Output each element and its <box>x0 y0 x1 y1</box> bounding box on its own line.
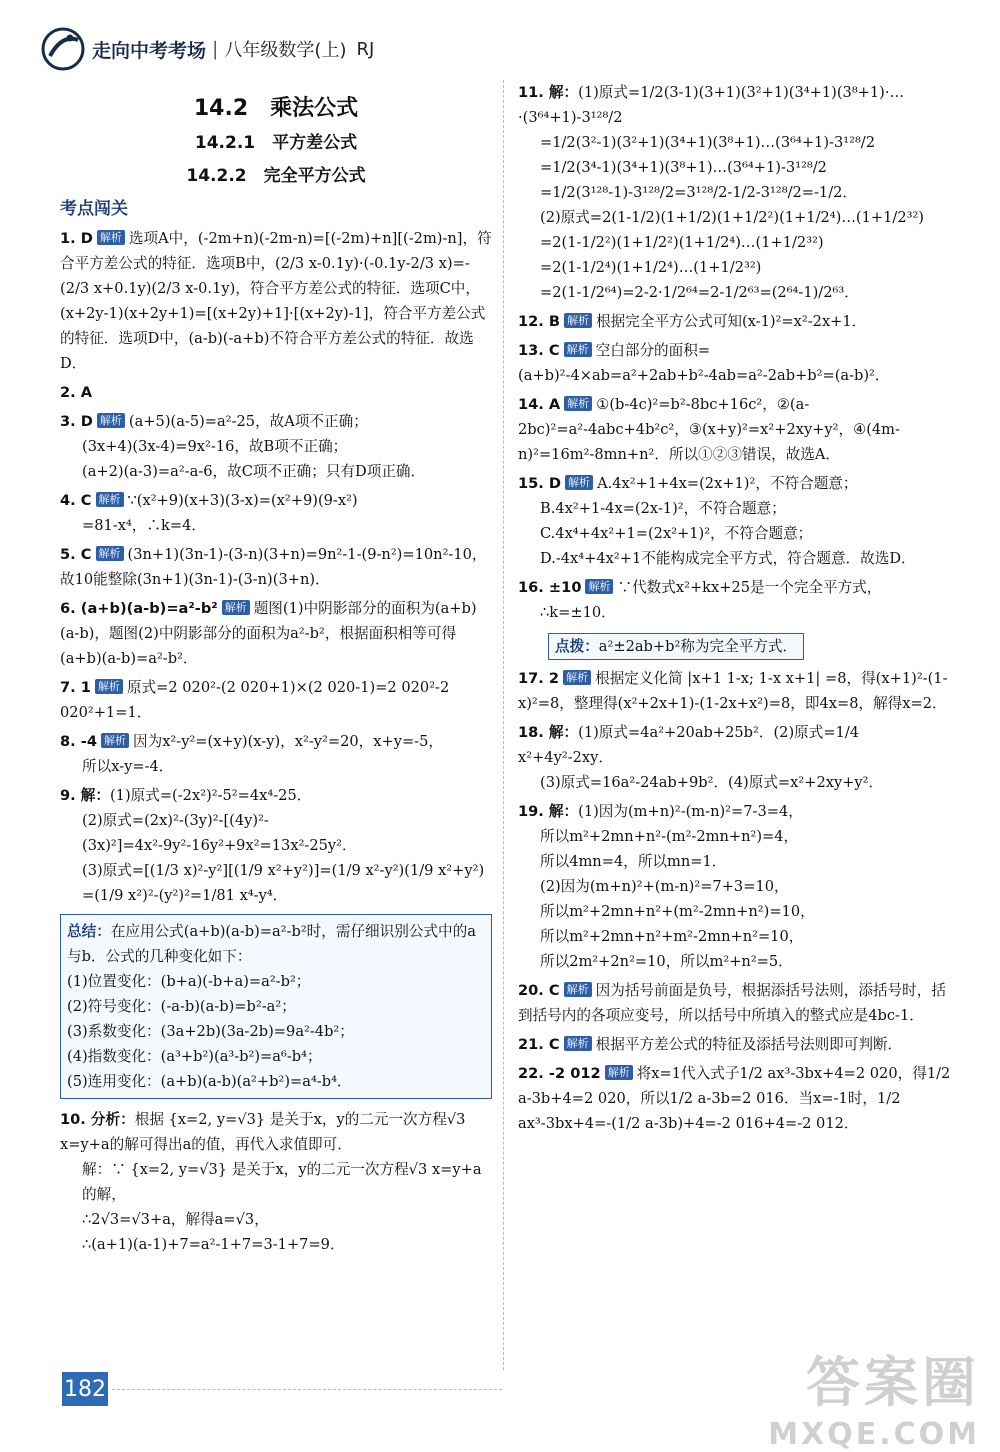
analysis-badge: 解析 <box>564 982 592 997</box>
analysis-badge: 解析 <box>564 342 592 357</box>
answer-text-line: (3x+4)(3x-4)=9x²-16，故B项不正确； <box>82 438 348 455</box>
answer-item <box>60 488 492 538</box>
answer-number: 5. C <box>60 546 92 563</box>
answer-text-line: 所以m²+2mn+n²+m²-2mn+n²=10， <box>540 928 804 945</box>
answer-item <box>518 392 958 467</box>
answer-text: (a+5)(a-5)=a²-25，故A项不正确； <box>128 413 368 430</box>
answer-text: 题图(1)中阴影部分的面积为(a+b)(a-b)，题图(2)中阴影部分的面积为a²-b²，根据面积相等可得(a+b)(a-b)=a²-b²． <box>60 600 477 667</box>
answer-text-line: =2(1-1/2⁶⁴)=2-2·1/2⁶⁴=2-1/2⁶³=(2⁶⁴-1)/2⁶³． <box>540 284 859 301</box>
answer-text-line: (2)因为(m+n)²+(m-n)²=7+3=10， <box>540 878 789 895</box>
answer-number: 20. C <box>518 982 560 999</box>
answer-item <box>60 542 492 592</box>
summary-item: (1)位置变化：(b+a)(-b+a)=a²-b²； <box>67 973 311 990</box>
answer-item <box>60 380 492 405</box>
answer-number: 22. -2 012 <box>518 1065 601 1082</box>
answer-item <box>518 1032 958 1057</box>
answer-item <box>518 471 958 571</box>
section-heading: 考点闯关 <box>60 199 128 219</box>
answer-text: 将x=1代入式子1/2 ax³-3bx+4=2 020，得1/2 a-3b+4=2 020，所以1/2 a-3b=2 016．当x=-1时，1/2 ax³-3bx+4=-(1/2 a-3b)+4=-2 016+4=-2 012． <box>518 1065 951 1132</box>
left-answer-list <box>60 226 492 908</box>
tip-text: a²±2ab+b²称为完全平方式． <box>598 638 798 655</box>
tip-box <box>548 633 804 660</box>
answer-number: 15. D <box>518 475 562 492</box>
answer-text: ∵(x²+9)(x+3)(3-x)=(x²+9)(9-x²) <box>127 492 358 509</box>
summary-intro: 在应用公式(a+b)(a-b)=a²-b²时，需仔细识别公式中的a与b．公式的几种变化如下： <box>67 923 476 965</box>
answer-text: 原式=2 020²-(2 020+1)×(2 020-1)=2 020²-2 020²+1=1． <box>60 679 450 721</box>
analysis-badge: 解析 <box>97 230 125 245</box>
watermark-logo-text: 答案圈 <box>806 1351 980 1414</box>
answer-text: (3n+1)(3n-1)-(3-n)(3+n)=9n²-1-(9-n²)=10n²-10，故10能整除(3n+1)(3n-1)-(3-n)(3+n)． <box>60 546 487 588</box>
analysis-badge: 解析 <box>222 600 250 615</box>
answer-number: 12. B <box>518 313 561 330</box>
answer-text-line: =1/2(3²-1)(3²+1)(3⁴+1)(3⁸+1)…(3⁶⁴+1)-3¹²⁸/2 <box>540 134 876 151</box>
answer-text-line: (2)原式=2(1-1/2)(1+1/2)(1+1/2²)(1+1/2⁴)…(1+1/2³²) <box>540 209 925 226</box>
summary-label: 总结： <box>67 923 111 940</box>
answer-text: ∵代数式x²+kx+25是一个完全平方式， <box>617 579 882 596</box>
section-title: 14.2 乘法公式 <box>193 96 359 121</box>
analysis-badge: 解析 <box>96 546 124 561</box>
answer-number: 13. C <box>518 342 560 359</box>
answer-item <box>518 80 958 305</box>
answer-item <box>60 226 492 376</box>
summary-item: (4)指数变化：(a³+b²)(a³-b²)=a⁶-b⁴； <box>67 1048 322 1065</box>
answer-text: 空白部分的面积=(a+b)²-4×ab=a²+2ab+b²-4ab=a²-2ab+b²=(a-b)²． <box>518 342 890 384</box>
answer-text: 选项A中，(-2m+n)(-2m-n)=[(-2m)+n][(-2m)-n]，符合平方差公式的特征．选项B中，(2/3 x-0.1y)·(-0.1y-2/3 x)=-(2/3 x+0.1y)(2/3 x-0.1y)，符合平方差公式的特征．选项C中，(x+2y-1)(x+2y+1)=[(x+2y)+1]·[(x+2y)-1]，符合平方差公式的特征．选项D中，(a-b)(-a+b)不符合平方差公式的特征．故选D． <box>60 230 492 372</box>
right-answer-list <box>518 80 958 625</box>
answer-text: 根据定义化简 |x+1 1-x; 1-x x+1| =8，得(x+1)²-(1-x)²=8，整理得(x²+2x+1)-(1-2x+x²)=8，即4x=8，解得x=2． <box>518 670 948 712</box>
answer-text-line: =(1/9 x²)²-(y²)²=1/81 x⁴-y⁴． <box>82 887 288 904</box>
answer-text-line: =2(1-1/2⁴)(1+1/2⁴)…(1+1/2³²) <box>540 259 762 276</box>
analysis-badge: 解析 <box>564 1036 592 1051</box>
analysis-badge: 解析 <box>563 670 591 685</box>
answer-text-line: =81-x⁴，∴k=4． <box>82 517 206 534</box>
answer-text: 根据 {x=2, y=√3} 是关于x，y的二元一次方程√3 x=y+a的解可得出a的值，再代入求值即可． <box>60 1111 466 1153</box>
subsection-title-2: 14.2.2 完全平方公式 <box>186 166 366 186</box>
answer-text: 根据平方差公式的特征及添括号法则即可判断． <box>595 1036 903 1053</box>
answer-number: 7. 1 <box>60 679 91 696</box>
summary-item: (5)连用变化：(a+b)(a-b)(a²+b²)=a⁴-b⁴． <box>67 1073 352 1090</box>
brand-name: 走向中考考场 <box>92 39 207 62</box>
answer-text-line: D.-4x⁴+4x²+1不能构成完全平方式，符合题意．故选D． <box>540 550 916 567</box>
header-separator: | <box>212 38 219 60</box>
answer-number: 3. D <box>60 413 93 430</box>
answer-text-line: =2(1-1/2²)(1+1/2²)(1+1/2⁴)…(1+1/2³²) <box>540 234 824 251</box>
right-column <box>518 80 958 1140</box>
answer-text: (1)原式=(-2x²)²-5²=4x⁴-25． <box>109 787 312 804</box>
analysis-badge: 解析 <box>97 413 125 428</box>
answer-text-line: ∴(a+1)(a-1)+7=a²-1+7=3-1+7=9． <box>82 1236 345 1253</box>
analysis-badge: 解析 <box>605 1065 633 1080</box>
analysis-badge: 解析 <box>564 313 592 328</box>
answer-text-line: (3)原式=[(1/3 x)²-y²][(1/9 x²+y²)]=(1/9 x²-y²)(1/9 x²+y²) <box>82 862 485 879</box>
summary-item: (3)系数变化：(3a+2b)(3a-2b)=9a²-4b²； <box>67 1023 354 1040</box>
answer-number: 14. A <box>518 396 561 413</box>
answer-text-line: (2)原式=(2x)²-(3y)²-[(4y)²-(3x)²]=4x²-9y²-16y²+9x²=13x²-25y²． <box>82 812 357 854</box>
answer-text: 因为x²-y²=(x+y)(x-y)，x²-y²=20，x+y=-5， <box>133 733 443 750</box>
answer-text-line: 所以4mn=4，所以mn=1． <box>540 853 727 870</box>
analysis-badge: 解析 <box>101 733 129 748</box>
answer-number: 10. 分析： <box>60 1111 135 1128</box>
answer-text-line: =1/2(3¹²⁸-1)-3¹²⁸/2=3¹²⁸/2-1/2-3¹²⁸/2=-1/2． <box>540 184 858 201</box>
left-column <box>60 92 492 1261</box>
answer-text-line: ∴k=±10． <box>540 604 616 621</box>
analysis-badge: 解析 <box>96 492 124 507</box>
answer-text-line: (3)原式=16a²-24ab+9b²．(4)原式=x²+2xy+y²． <box>540 774 884 791</box>
answer-item <box>60 783 492 908</box>
summary-item: (2)符号变化：(-a-b)(a-b)=b²-a²； <box>67 998 296 1015</box>
answer-number: 2. A <box>60 384 93 401</box>
right-answer-list-tail <box>518 666 958 1136</box>
answer-text-line: B.4x²+1-4x=(2x-1)²，不符合题意； <box>540 500 786 517</box>
analysis-badge: 解析 <box>95 679 123 694</box>
answer-number: 11. 解： <box>518 84 579 101</box>
answer-item <box>518 978 958 1028</box>
answer-text-line: =1/2(3⁴-1)(3⁴+1)(3⁸+1)…(3⁶⁴+1)-3¹²⁸/2 <box>540 159 827 176</box>
answer-number: 6. (a+b)(a-b)=a²-b² <box>60 600 218 617</box>
answer-number: 18. 解： <box>518 724 579 741</box>
summary-list <box>67 969 485 1094</box>
answer-number: 9. 解： <box>60 787 110 804</box>
answer-text: (1)原式=4a²+20ab+25b²．(2)原式=1/4 x²+4y²-2xy． <box>518 724 860 766</box>
page-header <box>40 26 510 72</box>
left-answer-list-tail <box>60 1107 492 1257</box>
answer-text: (1)因为(m+n)²-(m-n)²=7-3=4， <box>578 803 803 820</box>
answer-item <box>60 596 492 671</box>
analysis-badge: 解析 <box>565 475 593 490</box>
answer-number: 16. ±10 <box>518 579 582 596</box>
answer-number: 4. C <box>60 492 92 509</box>
grade-label: 八年级数学(上) <box>224 40 347 61</box>
answer-item <box>60 1107 492 1257</box>
answer-text: 因为括号前面是负号，根据添括号法则，添括号时，括到括号内的各项应变号，所以括号中所填入的整式应是4bc-1． <box>518 982 946 1024</box>
column-divider <box>503 80 504 1370</box>
answer-text: 根据完全平方公式可知(x-1)²=x²-2x+1． <box>596 313 867 330</box>
answer-text-line: 解：∵ {x=2, y=√3} 是关于x，y的二元一次方程√3 x=y+a的解， <box>82 1161 482 1203</box>
analysis-badge: 解析 <box>564 396 592 411</box>
footer-rule <box>112 1389 502 1390</box>
answer-item <box>518 666 958 716</box>
answer-number: 1. D <box>60 230 93 247</box>
subsection-title-1: 14.2.1 平方差公式 <box>194 133 358 153</box>
answer-item <box>518 799 958 974</box>
watermark-url: MXQE.COM <box>768 1417 980 1452</box>
answer-text-line: 所以2m²+2n²=10，所以m²+n²=5． <box>540 953 793 970</box>
edition-label: RJ <box>356 38 375 60</box>
answer-text: (1)原式=1/2(3-1)(3+1)(3²+1)(3⁴+1)(3⁸+1)·…·(3⁶⁴+1)-3¹²⁸/2 <box>518 84 905 126</box>
answer-text-line: 所以m²+2mn+n²+(m²-2mn+n²)=10， <box>540 903 815 920</box>
answer-item <box>518 338 958 388</box>
answer-number: 8. -4 <box>60 733 97 750</box>
runner-logo-icon <box>40 26 86 72</box>
answer-item <box>518 1061 958 1136</box>
answer-item <box>518 720 958 795</box>
watermark <box>768 1340 980 1452</box>
answer-text: ①(b-4c)²=b²-8bc+16c²，②(a-2bc)²=a²-4abc+4b²c²，③(x+y)²=x²+2xy+y²，④(4m-n)²=16m²-8mn+n²．所以①②③错误，故选A． <box>518 396 900 463</box>
answer-number: 19. 解： <box>518 803 579 820</box>
answer-item <box>60 409 492 484</box>
answer-number: 21. C <box>518 1036 560 1053</box>
answer-text-line: (a+2)(a-3)=a²-a-6，故C项不正确；只有D项正确． <box>82 463 426 480</box>
tip-label: 点拨： <box>555 638 599 655</box>
answer-text-line: 所以m²+2mn+n²-(m²-2mn+n²)=4， <box>540 828 799 845</box>
answer-text: A.4x²+1+4x=(2x+1)²，不符合题意； <box>597 475 858 492</box>
answer-item <box>60 729 492 779</box>
answer-text-line: 所以x-y=-4． <box>82 758 174 775</box>
page-number: 182 <box>62 1372 108 1406</box>
answer-item <box>60 675 492 725</box>
answer-text-line: ∴2√3=√3+a，解得a=√3， <box>82 1211 269 1228</box>
answer-number: 17. 2 <box>518 670 560 687</box>
answer-item <box>518 309 958 334</box>
answer-item <box>518 575 958 625</box>
summary-box <box>60 914 492 1099</box>
answer-text-line: C.4x⁴+4x²+1=(2x²+1)²，不符合题意； <box>540 525 813 542</box>
analysis-badge: 解析 <box>585 579 613 594</box>
